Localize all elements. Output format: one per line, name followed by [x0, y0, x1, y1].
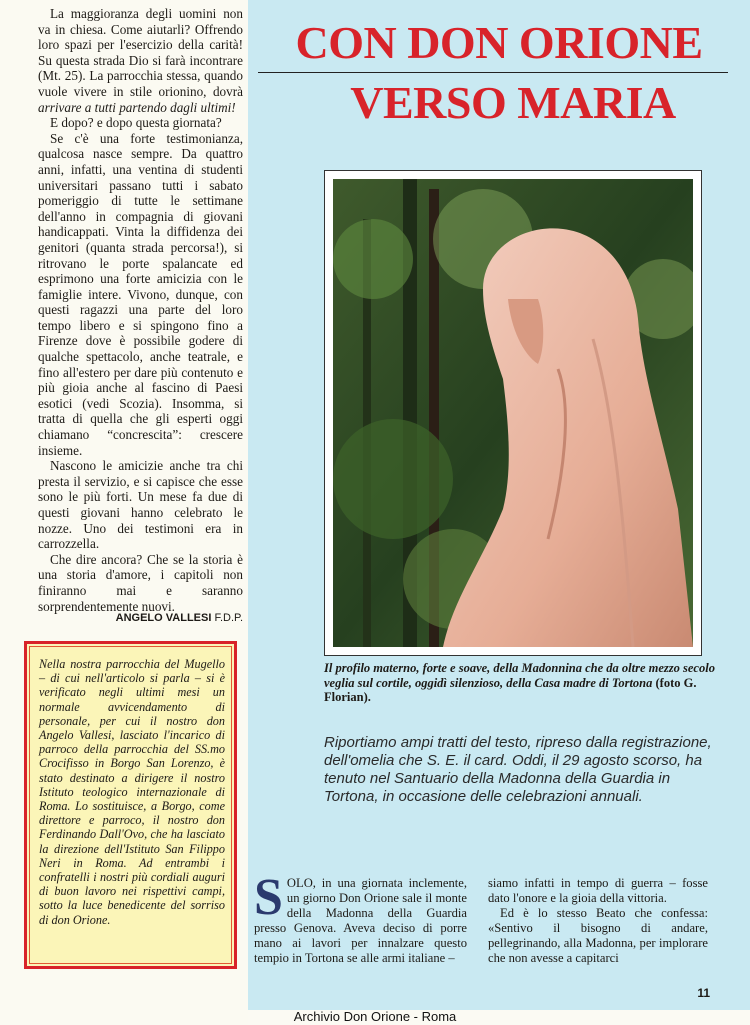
title-rule	[258, 72, 728, 73]
notice-text: Nella nostra parrocchia del Mugello – di cui nell'articolo si parla – si è verificato negli ultimi mesi un normale avvicendamento di personale, per cui il nostro don Angelo Vallesi, lasciato l'incarico di parroco della parrocchia del SS.mo Crocifisso in Borgo San Lorenzo, è stato destinato a dirigere il nostro Istituto teologico internazionale di Roma. Lo sostituisce, a Borgo, come direttore e parroco, il nostro don Ferdinando Dall'Ovo, che ha lasciato la direzione dell'Istituto San Filippo Neri in Roma. Ad entrambi i confratelli i nostri più cordiali auguri di buon lavoro nei rispettivi campi, sotto la luce benedicente del sorriso di don Orione.	[39, 657, 225, 927]
article-panel	[248, 0, 750, 1010]
author-suffix: F.D.P.	[214, 612, 243, 624]
intro-text: Riportiamo ampi tratti del testo, ripreso dalla registrazione, dell'omelia che S. E. il card. Oddi, il 29 agosto scorso, ha tenuto nel Santuario della Madonna della Guardia in Tortona, in occasione delle celebrazioni annuali.	[324, 734, 712, 805]
page-number: 11	[697, 986, 710, 1000]
title-line-1: CON DON ORIONE	[295, 17, 703, 68]
left-paragraph-3: Se c'è una forte testimonianza, qualcosa nasce sempre. Da quattro anni, infatti, una ventina di studenti universitari passano tutti i sabato pomeriggio di tutte le settimane dell'anno in compagnia di giovani handicappati. Vinta la diffidenza dei genitori (quanta strada percorsa!), si ritrovano le porte spalancate ed esprimono una forte amicizia con le famiglie intere. Vivono, dunque, con questi ragazzi una parte del loro tempo libero e si spingono fino a Firenze dove è possibile godere di qualche spettacolo, anche teatrale, e fino all'estero per dare più contenuto e più gioia anche al fascino di Paesi esotici (vedi Scozia). Insomma, si tratta di quella che gli esperti oggi chiamano “concrescita”: crescere insieme.	[38, 130, 243, 458]
author-name: ANGELO VALLESI	[115, 612, 212, 624]
body-column-2-paragraph-2: Ed è lo stesso Beato che confessa: «Sentivo il bisogno di andare, pellegrinando, alla Madonna, per implorare che non avesse a capitarci	[488, 906, 708, 965]
title-line-2: VERSO MARIA	[350, 77, 676, 128]
body-column-1	[254, 869, 467, 966]
photo-credit: (foto G. Florian).	[324, 675, 697, 704]
photo-caption	[324, 661, 724, 705]
photo-caption-text: Il profilo materno, forte e soave, della Madonnina che da oltre mezzo secolo veglia sul cortile, oggidì silenzioso, della Casa madre di Tortona	[324, 661, 715, 690]
archive-label: Archivio Don Orione - Roma	[293, 1009, 457, 1024]
author-signature	[38, 612, 243, 624]
left-column	[0, 0, 248, 1025]
left-article	[38, 6, 243, 614]
left-paragraph-4: Nascono le amicizie anche tra chi presta il servizio, e si capisce che esse sono le più forti. Un mese fa due di questi giovani hanno celebrato le nozze. Uno dei testimoni era in carrozzella.	[38, 458, 243, 552]
body-column-1-text: OLO, in una giornata inclemente, un giorno Don Orione sale il monte della Madonna della Guardia presso Genova. Aveva deciso di porre mano ai lavori per innalzare questo tempio in Tortona se alle armi italiane –	[254, 876, 467, 965]
dropcap-letter: S	[254, 869, 283, 926]
left-paragraph-1	[38, 6, 243, 115]
notice-box	[24, 641, 237, 969]
body-column-2	[488, 876, 708, 966]
left-emphasis: arrivare a tutti partendo dagli ultimi!	[38, 99, 236, 115]
madonna-photo	[324, 170, 702, 656]
left-paragraph-1-text: La maggioranza degli uomini non va in chiesa. Come aiutarli? Offrendo loro spazi per l'esercizio della carità! Su questa strada Dio si farà incontrare (Mt. 25). La parrocchia stessa, quando vuole vivere in stile orionino, dovrà	[38, 6, 243, 99]
left-paragraph-2: E dopo? e dopo questa giornata?	[50, 115, 222, 131]
body-column-2-paragraph-1: siamo infatti in tempo di guerra – fosse dato l'onore e la gioia della vittoria.	[488, 876, 708, 905]
madonna-statue-image	[333, 179, 693, 647]
left-paragraph-5: Che dire ancora? Che se la storia è una storia d'amore, i capitoli non finiranno mai e saranno sorprendentemente nuovi.	[38, 551, 243, 614]
